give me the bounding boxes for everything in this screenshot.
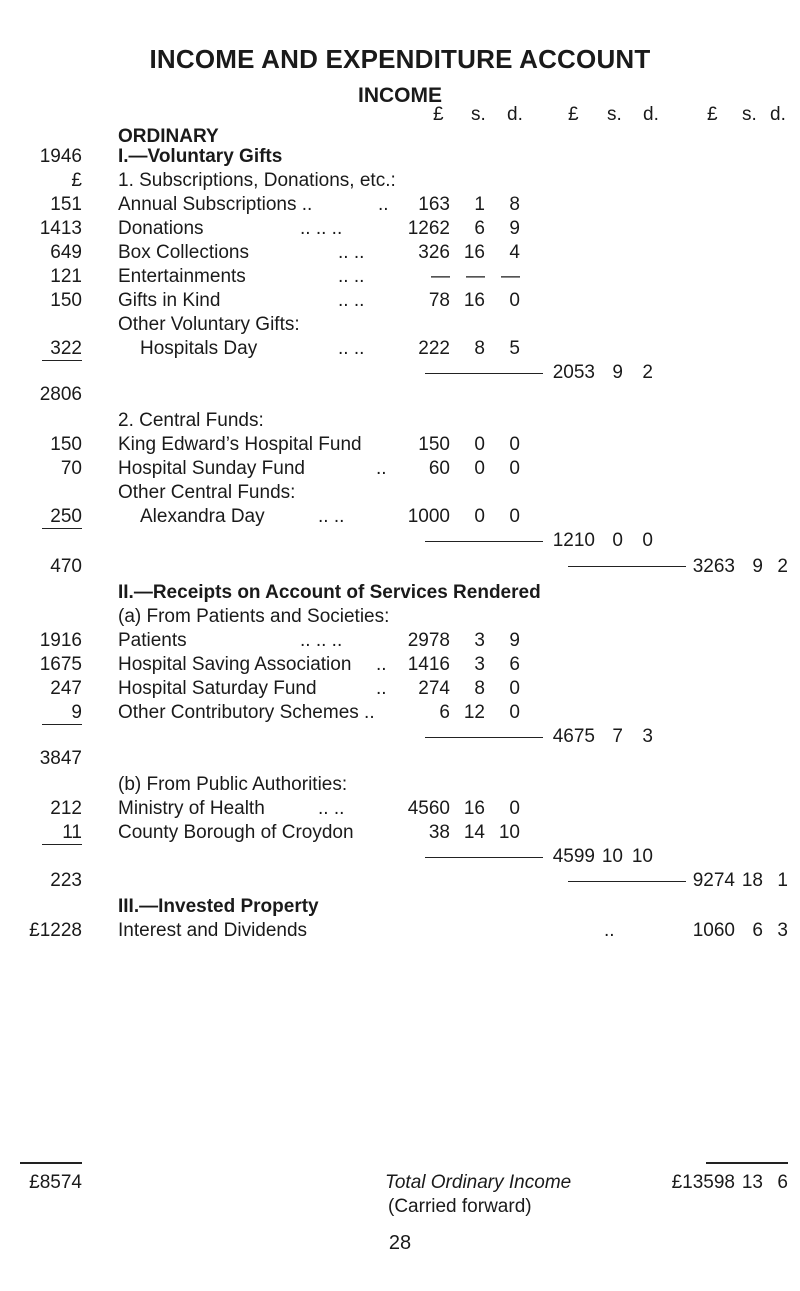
subtotal-pounds: 4599 [552,846,595,867]
subtotal-pounds: 2053 [552,362,595,383]
row-label: Gifts in Kind [118,290,221,311]
public-heading: (b) From Public Authorities: [118,774,348,795]
row-pounds: 60 [428,458,450,479]
prior-year-subtotal: 2806 [39,384,82,405]
row-pence: — [501,266,520,287]
row-shillings: — [466,266,485,287]
prior-year-subtotal: 223 [50,870,82,891]
row-pounds: 4560 [407,798,450,819]
row-label: Hospital Saving Association [118,654,352,675]
col-header-pence-2: d. [643,104,659,125]
row-pounds: 326 [418,242,450,263]
row-pounds: 1416 [407,654,450,675]
row-shillings: 8 [474,678,485,699]
row-pounds: 274 [418,678,450,699]
page-title: INCOME AND EXPENDITURE ACCOUNT [149,44,651,74]
prior-year-value: 11 [62,822,82,843]
row-shillings: 6 [752,920,763,941]
subtotal-rule [425,857,543,858]
row-leader: .. .. [338,338,365,359]
row-leader: .. .. [338,266,365,287]
row-pence: 0 [509,506,520,527]
row-shillings: 1 [474,194,485,215]
subtotal-shillings: 0 [612,530,623,551]
prior-year-total: £8574 [29,1172,82,1193]
services-heading: II.—Receipts on Account of Services Rendered [118,582,541,603]
prior-year-value: 212 [50,798,82,819]
row-pounds: 1060 [692,920,735,941]
col-header-pounds-1: £ [433,104,444,125]
row-shillings: 16 [463,290,485,311]
row-pence: 0 [509,702,520,723]
prior-year-value: 150 [50,434,82,455]
row-label: Annual Subscriptions .. [118,194,313,215]
row-pence: 0 [509,678,520,699]
row-leader: .. [376,458,387,479]
col-header-pounds-3: £ [707,104,718,125]
prior-year-value: 322 [50,338,82,359]
col-header-shillings-1: s. [471,104,486,125]
row-pounds: 1000 [407,506,450,527]
row-shillings: 3 [474,654,485,675]
row-pence: 4 [509,242,520,263]
row-shillings: 6 [474,218,485,239]
subtotal-pounds: 1210 [552,530,595,551]
row-leader: .. [376,678,387,699]
subtotal-shillings: 9 [612,362,623,383]
section-total-pence: 2 [777,556,788,577]
row-leader: .. .. [318,798,345,819]
row-pounds: 78 [428,290,450,311]
row-pence: 6 [509,654,520,675]
row-pence: 0 [509,290,520,311]
prior-year-value: 1916 [39,630,82,651]
subtotal-pence: 3 [642,726,653,747]
row-pounds: 38 [428,822,450,843]
row-pounds: 6 [439,702,450,723]
ordinary-heading: ORDINARY [118,126,219,147]
total-pounds: £13598 [671,1172,735,1193]
section-title: INCOME [358,84,442,107]
total-label: Total Ordinary Income [385,1172,572,1193]
row-shillings: 12 [463,702,485,723]
total-rule [706,1162,788,1164]
row-leader: .. .. [338,242,365,263]
total-shillings: 13 [741,1172,763,1193]
page-number: 28 [388,1232,412,1254]
row-label: Other Contributory Schemes .. [118,702,375,723]
central-funds-heading: 2. Central Funds: [118,410,264,431]
row-leader: .. .. .. [300,630,343,651]
prior-year-total-rule [20,1162,82,1164]
subtotal-pence: 2 [642,362,653,383]
row-label: Interest and Dividends [118,920,308,941]
section-total-shillings: 9 [752,556,763,577]
row-leader: .. .. [318,506,345,527]
col-header-shillings-3: s. [742,104,757,125]
col-header-pence-1: d. [507,104,523,125]
col-header-pence-3: d. [770,104,786,125]
row-leader: .. .. [338,290,365,311]
subtotal-rule [425,541,543,542]
row-pence: 0 [509,798,520,819]
row-shillings: 16 [463,798,485,819]
row-pounds: 150 [418,434,450,455]
row-pounds: 163 [418,194,450,215]
row-leader: .. [376,654,387,675]
row-pounds: 222 [418,338,450,359]
prior-year-value: 70 [60,458,82,479]
prior-year-value: £1228 [29,920,82,941]
subtotal-pence: 10 [631,846,653,867]
subtotal-shillings: 7 [612,726,623,747]
subtotal-pounds: 4675 [552,726,595,747]
row-pence: 3 [777,920,788,941]
row-label: Hospital Saturday Fund [118,678,317,699]
prior-year-value: 649 [50,242,82,263]
row-pence: 0 [509,434,520,455]
other-central-label: Other Central Funds: [118,482,296,503]
prior-year-value: 1413 [39,218,82,239]
col-header-shillings-2: s. [607,104,622,125]
prior-year-value: 250 [50,506,82,527]
prior-year-subtotal-rule [42,844,82,845]
subtotal-rule [425,373,543,374]
subscriptions-heading: 1. Subscriptions, Donations, etc.: [118,170,396,191]
subtotal-pence: 0 [642,530,653,551]
section-total-rule [568,881,686,882]
row-leader: .. [604,920,615,941]
row-label: Hospitals Day [140,338,258,359]
row-shillings: 0 [474,458,485,479]
row-label: Patients [118,630,187,651]
row-pence: 9 [509,630,520,651]
total-pence: 6 [777,1172,788,1193]
row-shillings: 0 [474,434,485,455]
other-voluntary-label: Other Voluntary Gifts: [118,314,300,335]
row-shillings: 0 [474,506,485,527]
row-pence: 0 [509,458,520,479]
section-total-pounds: 9274 [692,870,735,891]
row-label: Donations [118,218,204,239]
row-shillings: 3 [474,630,485,651]
section-total-pounds: 3263 [692,556,735,577]
row-leader: .. .. .. [300,218,343,239]
prior-year-value: 151 [50,194,82,215]
row-shillings: 14 [463,822,485,843]
prior-year-subtotal-rule [42,528,82,529]
prior-year-subtotal-rule [42,724,82,725]
row-label: Hospital Sunday Fund [118,458,305,479]
carried-forward: (Carried forward) [388,1196,532,1217]
row-label: Entertainments [118,266,246,287]
prior-year-subtotal-rule [42,360,82,361]
year-header: 1946 [39,146,82,167]
row-label: Box Collections [118,242,249,263]
row-shillings: 8 [474,338,485,359]
row-pence: 5 [509,338,520,359]
year-currency: £ [71,170,82,191]
row-pounds: 2978 [407,630,450,651]
voluntary-heading: I.—Voluntary Gifts [118,146,283,167]
row-label: Alexandra Day [140,506,265,527]
prior-year-value: 121 [50,266,82,287]
section-total-pence: 1 [777,870,788,891]
prior-year-value: 150 [50,290,82,311]
col-header-pounds-2: £ [568,104,579,125]
row-pence: 10 [498,822,520,843]
subtotal-shillings: 10 [601,846,623,867]
row-shillings: 16 [463,242,485,263]
row-pounds: — [431,266,450,287]
patients-heading: (a) From Patients and Societies: [118,606,390,627]
row-pence: 8 [509,194,520,215]
prior-year-subtotal: 470 [50,556,82,577]
prior-year-value: 9 [71,702,82,723]
section-total-shillings: 18 [741,870,763,891]
row-label: Ministry of Health [118,798,265,819]
row-pounds: 1262 [407,218,450,239]
subtotal-rule [425,737,543,738]
invested-heading: III.—Invested Property [118,896,319,917]
row-label: King Edward’s Hospital Fund [118,434,362,455]
row-leader: .. [378,194,389,215]
row-label: County Borough of Croydon [118,822,354,843]
section-total-rule [568,566,686,567]
row-pence: 9 [509,218,520,239]
prior-year-value: 247 [50,678,82,699]
prior-year-value: 1675 [39,654,82,675]
prior-year-subtotal: 3847 [39,748,82,769]
